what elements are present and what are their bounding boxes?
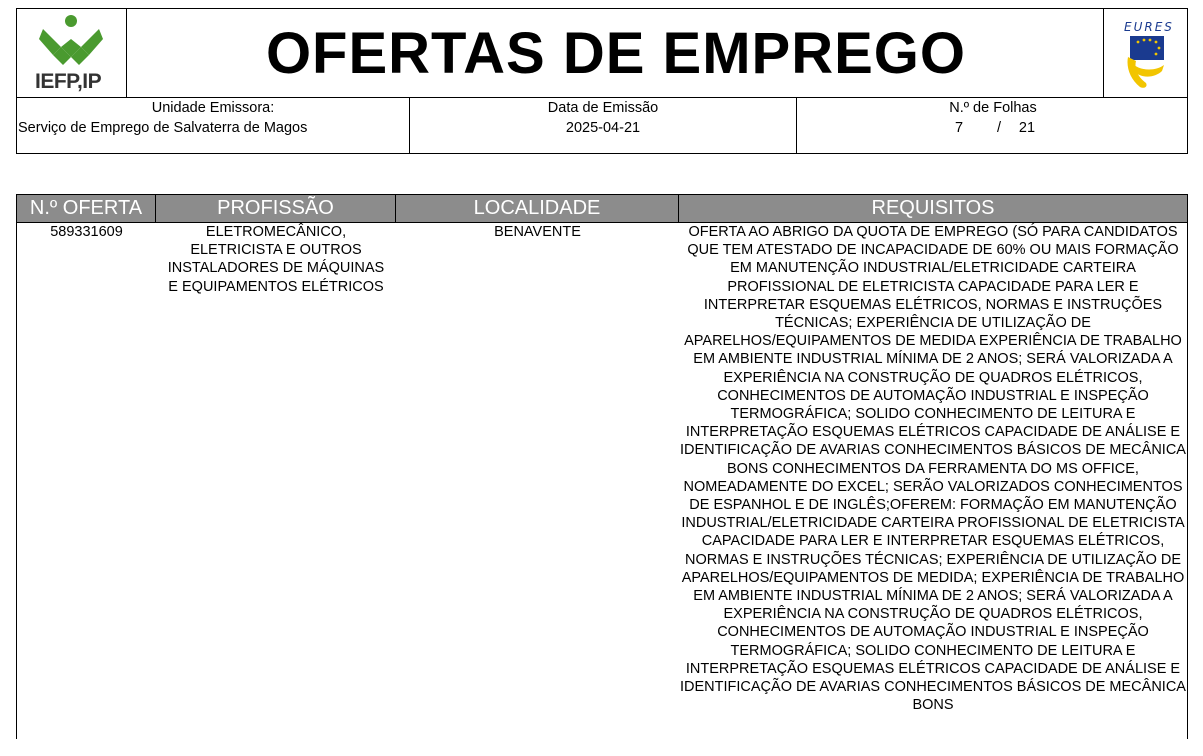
folha-atual: 7 xyxy=(954,120,964,136)
eures-emblem-icon xyxy=(1104,9,1188,97)
offer-location: BENAVENTE xyxy=(494,224,581,240)
numero-folhas-cell xyxy=(797,98,1189,154)
document-header xyxy=(16,8,1188,154)
title-cell xyxy=(127,9,1105,97)
offer-profession: ELETROMECÂNICO, ELETRICISTA E OUTROS INSTALADORES DE MÁQUINAS E EQUIPAMENTOS ELÉTRICOS xyxy=(167,224,385,295)
column-header-requisitos: REQUISITOS xyxy=(871,197,995,219)
data-emissao-label: Data de Emissão xyxy=(547,100,659,116)
table-row xyxy=(17,223,1187,739)
data-emissao-cell xyxy=(410,98,797,154)
column-header-profissao: PROFISSÃO xyxy=(156,195,396,222)
folhas-separator: / xyxy=(996,120,1002,136)
unidade-emissora-value: Serviço de Emprego de Salvaterra de Magos xyxy=(18,120,308,136)
offer-requirements: OFERTA AO ABRIGO DA QUOTA DE EMPREGO (SÓ PARA CANDIDATOS QUE TEM ATESTADO DE INCAPACIDADE DE 60% OU MAIS FORMAÇÃO EM MANUTENÇÃO INDUSTRIAL/ELETRICIDADE CARTEIRA PROFISSIONAL DE ELETRICISTA CAPACIDADE PARA LER E INTERPRETAR ESQUEMAS ELÉTRICOS, NORMAS E INSTRUÇÕES TÉCNICAS; EXPERIÊNCIA DE UTILIZAÇÃO DE APARELHOS/EQUIPAMENTOS DE MEDIDA EXPERIÊNCIA DE TRABALHO EM AMBIENTE INDUSTRIAL MÍNIMA DE 2 ANOS; SERÁ VALORIZADA A EXPERIÊNCIA NA CONSTRUÇÃO DE QUADROS ELÉTRICOS, CONHECIMENTOS DE AUTOMAÇÃO INDUSTRIAL E INSPEÇÃO TERMOGRÁFICA; SOLIDO CONHECIMENTO DE LEITURA E INTERPRETAÇÃO ESQUEMAS ELÉTRICOS CAPACIDADE DE ANÁLISE E IDENTIFICAÇÃO DE AVARIAS CONHECIMENTOS BÁSICOS DE MECÂNICA BONS CONHECIMENTOS DA FERRAMENTA DO MS OFFICE, NOMEADAMENTE DO EXCEL; SERÃO VALORIZADOS CONHECIMENTOS DE ESPANHOL E DE INGLÊS;OFEREM: FORMAÇÃO EM MANUTENÇÃO INDUSTRIAL/ELETRICIDADE CARTEIRA PROFISSIONAL DE ELETRICISTA CAPACIDADE PARA LER E INTERPRETAR ESQUEMAS ELÉTRICOS, NORMAS E INSTRUÇÕES TÉCNICAS; EXPERIÊNCIA DE UTILIZAÇÃO DE APARELHOS/EQUIPAMENTOS DE MEDIDA; EXPERIÊNCIA DE TRABALHO EM AMBIENTE INDUSTRIAL MÍNIMA DE 2 ANOS; SERÁ VALORIZADA A EXPERIÊNCIA NA CONSTRUÇÃO DE QUADROS ELÉTRICOS, CONHECIMENTOS DE AUTOMAÇÃO INDUSTRIAL E INSPEÇÃO TERMOGRÁFICA; SOLIDO CONHECIMENTO DE LEITURA E INTERPRETAÇÃO ESQUEMAS ELÉTRICOS CAPACIDADE DE ANÁLISE E IDENTIFICAÇÃO DE AVARIAS CONHECIMENTOS BÁSICOS DE MECÂNICA BONS xyxy=(680,224,1186,714)
numero-folhas-value xyxy=(797,120,1189,136)
table-header-row xyxy=(17,195,1187,223)
numero-folhas-label: N.º de Folhas xyxy=(949,100,1037,116)
column-header-numero: N.º OFERTA xyxy=(17,195,156,222)
data-emissao-value: 2025-04-21 xyxy=(565,120,641,136)
offer-number: 589331609 xyxy=(50,224,123,240)
iefp-emblem-icon xyxy=(17,9,127,71)
iefp-logo-text: IEFP,IP xyxy=(35,70,102,93)
folhas-total: 21 xyxy=(1018,120,1036,136)
iefp-logo xyxy=(17,9,127,97)
column-header-localidade: LOCALIDADE xyxy=(396,195,679,222)
offers-table xyxy=(16,194,1188,739)
eures-logo xyxy=(1103,9,1187,97)
page-title: OFERTAS DE EMPREGO xyxy=(265,20,967,86)
unidade-emissora-cell xyxy=(17,98,410,154)
header-info-row xyxy=(17,98,1187,154)
unidade-emissora-label: Unidade Emissora: xyxy=(151,100,275,116)
eures-logo-text: EURES xyxy=(1124,20,1174,34)
header-top-row xyxy=(17,9,1187,98)
